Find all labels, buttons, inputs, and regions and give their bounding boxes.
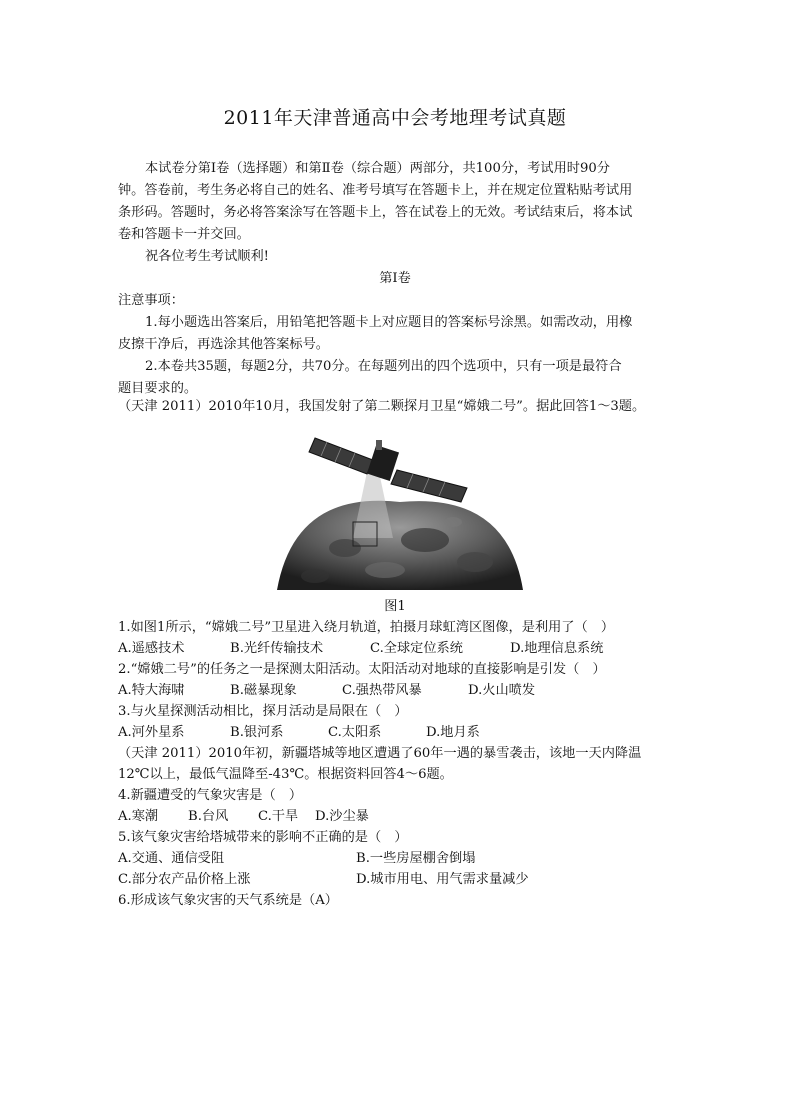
note-line-1: 1.每小题选出答案后，用铅笔把答题卡上对应题目的答案标号涂黑。如需改动，用橡	[145, 315, 633, 330]
intro-line-4: 卷和答题卡一并交回。	[118, 227, 250, 242]
q3-option-d: D.地月系	[426, 725, 480, 740]
q5-option-d: D.城市用电、用气需求量减少	[356, 872, 529, 887]
q4-option-a: A.寒潮	[118, 809, 159, 824]
intro-line-1: 本试卷分第Ⅰ卷（选择题）和第Ⅱ卷（综合题）两部分，共100分，考试用时90分	[145, 161, 610, 176]
note-line-4: 题目要求的。	[118, 381, 198, 396]
q1-option-b: B.光纤传输技术	[230, 641, 324, 656]
q4-option-b: B.台风	[188, 809, 229, 824]
notes-heading: 注意事项：	[118, 293, 184, 308]
q5-option-a: A.交通、通信受阻	[118, 851, 225, 866]
q2-option-d: D.火山喷发	[468, 683, 536, 698]
intro-line-2: 钟。答卷前，考生务必将自己的姓名、准考号填写在答题卡上，并在规定位置粘贴考试用	[118, 183, 633, 198]
q1-option-d: D.地理信息系统	[510, 641, 604, 656]
q2-option-c: C.强热带风暴	[342, 683, 422, 698]
intro-line-3: 条形码。答题时，务必将答案涂写在答题卡上，答在试卷上的无效。考试结束后，将本试	[118, 205, 633, 220]
question-5-stem: 5.该气象灾害给塔城带来的影响不正确的是（ ）	[118, 830, 408, 845]
page-title: 2011年天津普通高中会考地理考试真题	[223, 107, 567, 129]
q3-option-b: B.银河系	[230, 725, 284, 740]
q2-option-b: B.磁暴现象	[230, 683, 297, 698]
q5-option-c: C.部分农产品价格上涨	[118, 872, 251, 887]
figure-caption: 图1	[384, 599, 406, 614]
question-4-stem: 4.新疆遭受的气象灾害是（ ）	[118, 788, 303, 803]
q3-option-c: C.太阳系	[328, 725, 382, 740]
satellite-illustration	[275, 430, 525, 592]
wish-line: 祝各位考生考试顺利!	[145, 249, 269, 264]
question-6-stem: 6.形成该气象灾害的天气系统是（A）	[118, 893, 338, 908]
section-heading: 第Ⅰ卷	[379, 271, 411, 286]
context-2-line-2: 12℃以上，最低气温降至-43℃。根据资料回答4～6题。	[118, 767, 453, 782]
q4-option-c: C.干旱	[258, 809, 299, 824]
question-2-stem: 2.“嫦娥二号”的任务之一是探测太阳活动。太阳活动对地球的直接影响是引发（ ）	[118, 662, 606, 677]
q1-option-c: C.全球定位系统	[370, 641, 463, 656]
note-line-2: 皮擦干净后，再选涂其他答案标号。	[118, 337, 329, 352]
q2-option-a: A.特大海啸	[118, 683, 185, 698]
question-1-stem: 1.如图1所示，“嫦娥二号”卫星进入绕月轨道，拍摄月球虹湾区图像，是利用了（ ）	[118, 620, 615, 635]
context-1: （天津 2011）2010年10月，我国发射了第二颗探月卫星“嫦娥二号”。据此回答1～3题。	[118, 399, 646, 414]
q1-option-a: A.遥感技术	[118, 641, 185, 656]
question-3-stem: 3.与火星探测活动相比，探月活动是局限在（ ）	[118, 704, 408, 719]
satellite-moon-figure	[275, 430, 525, 592]
q5-option-b: B.一些房屋棚舍倒塌	[356, 851, 476, 866]
q4-option-d: D.沙尘暴	[315, 809, 369, 824]
note-line-3: 2.本卷共35题，每题2分，共70分。在每题列出的四个选项中，只有一项是最符合	[145, 359, 622, 374]
q3-option-a: A.河外星系	[118, 725, 185, 740]
context-2-line-1: （天津 2011）2010年初，新疆塔城等地区遭遇了60年一遇的暴雪袭击，该地一天内降温	[118, 746, 642, 761]
